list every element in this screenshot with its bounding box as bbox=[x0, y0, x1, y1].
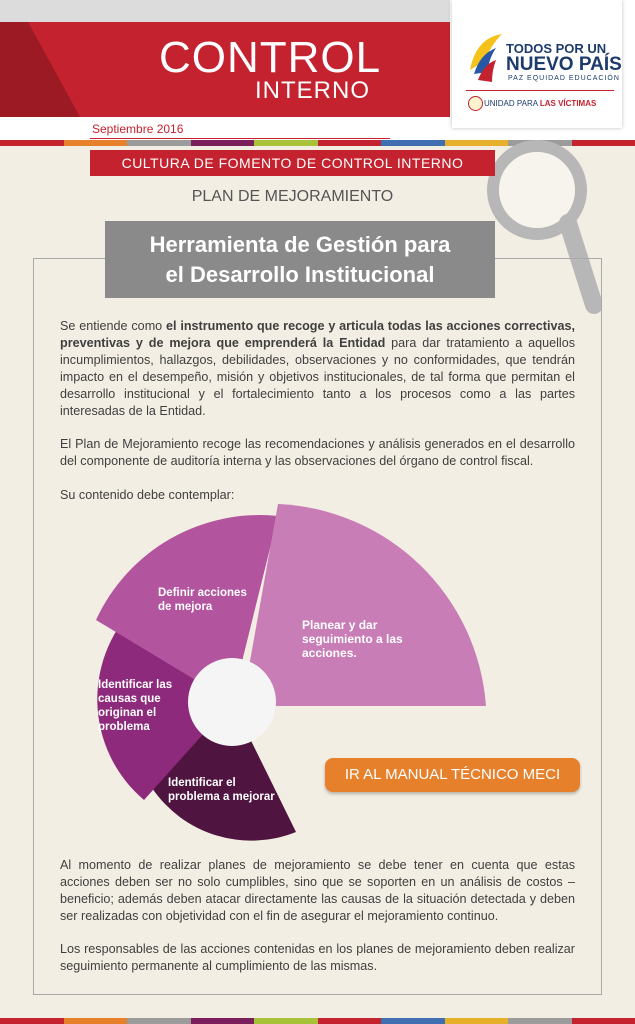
planning-paragraph: Al momento de realizar planes de mejoramiento se debe tener en cuenta que estas acciones deben ser no solo cumplibles, sino que se soporten en un análisis de costos – beneficio; además deben atacar directamente las causas de la situación detectada y deben ser realizadas con objetividad con el fin de asegurar el mejoramiento continuo. bbox=[60, 858, 575, 923]
headline-line2: el Desarrollo Institucional bbox=[165, 261, 435, 287]
strip-segment bbox=[191, 140, 255, 146]
improvement-steps-diagram bbox=[80, 500, 500, 850]
strip-segment bbox=[318, 140, 382, 146]
logo-unit-text: UNIDAD PARA LAS VÍCTIMAS bbox=[484, 99, 597, 108]
step-label-plan: Planear y dar seguimiento a las acciones. bbox=[302, 618, 403, 660]
strip-segment bbox=[127, 140, 191, 146]
content-intro: Su contenido debe contemplar: bbox=[60, 488, 235, 502]
intro-paragraph: Se entiende como el instrumento que recoge y articula todas las acciones correctivas, preventivas y de mejora que emprenderá la Entidad para dar tratamiento a aquellos incumplimientos, hallazgos, debilidades, observaciones y no conformidades, que tendrán impacto en el desempeño, misión y objetivos institucionales, de tal forma que permitan el desarrollo institucional y el fortalecimiento tanto a los procesos como a las partes interesadas de la Entidad. bbox=[60, 319, 575, 418]
colombia-flag-logo-icon bbox=[466, 30, 506, 85]
strip-segment bbox=[254, 140, 318, 146]
color-strip-bottom bbox=[0, 1018, 635, 1024]
header-grey-band bbox=[0, 0, 450, 22]
step-label-define: Definir acciones de mejora bbox=[158, 587, 247, 613]
logo-divider bbox=[466, 90, 614, 91]
strip-segment bbox=[508, 1018, 572, 1024]
step-segment-4 bbox=[242, 504, 486, 706]
step-label-identify: Identificar el problema a mejorar bbox=[168, 777, 275, 803]
newsletter-subtitle: INTERNO bbox=[255, 77, 370, 104]
strip-segment bbox=[381, 1018, 445, 1024]
seal-icon bbox=[468, 96, 483, 111]
second-paragraph: El Plan de Mejoramiento recoge las recomendaciones y análisis generados en el desarrollo del componente de auditoría interna y las observaciones del órgano de control fiscal. bbox=[60, 437, 575, 468]
responsibles-paragraph: Los responsables de las acciones contenidas en los planes de mejoramiento deben realizar seguimiento permanente al cumplimiento de las mismas. bbox=[60, 942, 575, 973]
strip-segment bbox=[572, 1018, 635, 1024]
strip-segment bbox=[254, 1018, 318, 1024]
logo-tagline: PAZ EQUIDAD EDUCACIÓN bbox=[508, 75, 620, 82]
strip-segment bbox=[381, 140, 445, 146]
headline-box bbox=[105, 221, 495, 298]
plan-title: PLAN DE MEJORAMIENTO bbox=[191, 188, 394, 205]
logo-text-line1: TODOS POR UN bbox=[506, 41, 607, 56]
strip-segment bbox=[64, 1018, 128, 1024]
strip-segment bbox=[64, 140, 128, 146]
step-label-causes: Identificar las causas que originan el problema bbox=[98, 679, 173, 733]
date-underline bbox=[90, 138, 390, 139]
logo-text-line2: NUEVO PAÍS bbox=[506, 54, 622, 75]
center-circle bbox=[188, 658, 276, 746]
headline-line1: Herramienta de Gestión para bbox=[149, 231, 451, 257]
issue-date: Septiembre 2016 bbox=[92, 122, 184, 136]
strip-segment bbox=[318, 1018, 382, 1024]
strip-segment bbox=[191, 1018, 255, 1024]
section-banner: CULTURA DE FOMENTO DE CONTROL INTERNO bbox=[90, 150, 495, 176]
manual-meci-button[interactable]: IR AL MANUAL TÉCNICO MECI bbox=[325, 758, 580, 792]
newsletter-title: CONTROL bbox=[158, 33, 382, 82]
strip-segment bbox=[445, 1018, 509, 1024]
strip-segment bbox=[127, 1018, 191, 1024]
strip-segment bbox=[0, 140, 64, 146]
strip-segment bbox=[0, 1018, 64, 1024]
